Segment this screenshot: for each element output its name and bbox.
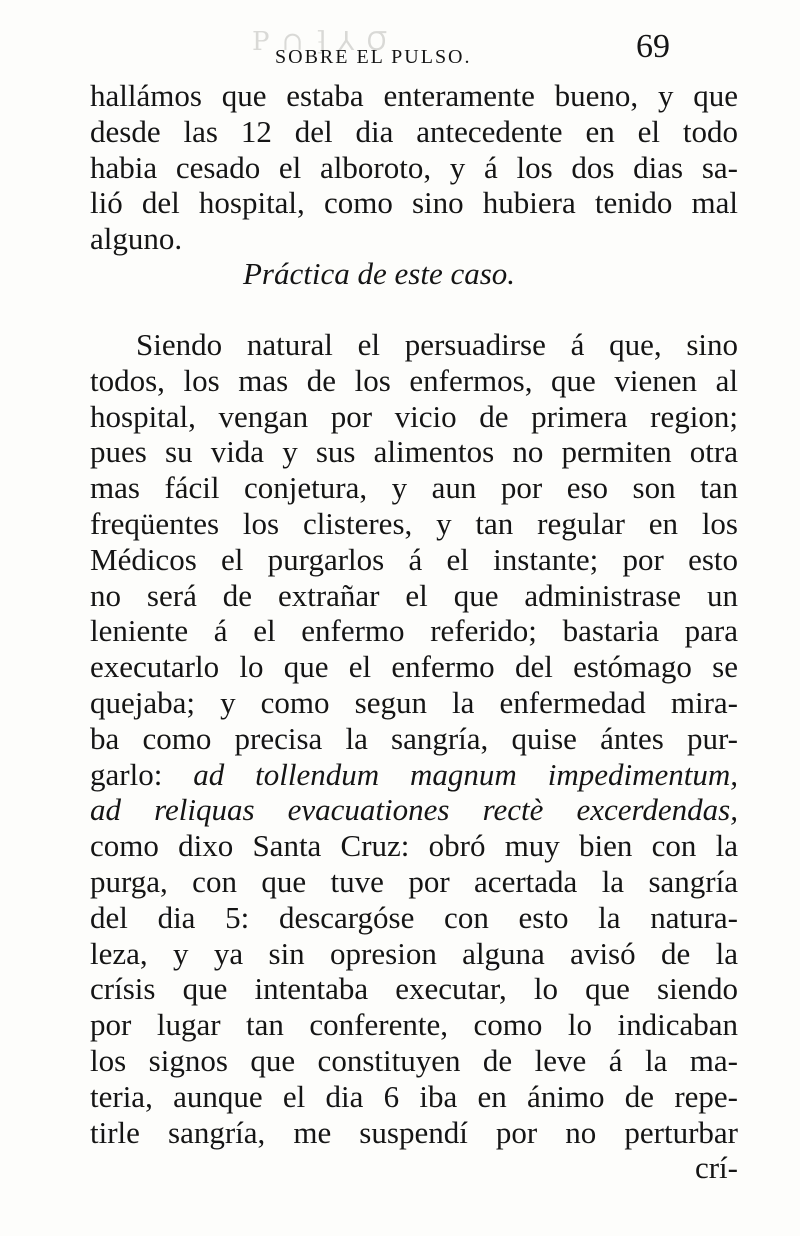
text-line: pues su vida y sus alimentos no permiten otra (90, 434, 738, 470)
text-line: todos, los mas de los enfermos, que vienen al (90, 362, 738, 398)
text-line: leniente á el enfermo referido; bastaria para (90, 613, 738, 649)
running-head: SOBRE EL PULSO. (275, 46, 472, 68)
show-through-text: Ꝺ ⅄ ⁅ ∩ ꟼ (250, 27, 387, 57)
text-line: Siendo natural el persuadirse á que, sino (136, 327, 738, 362)
text-line: los signos que constituyen de leve á la ma- (90, 1042, 738, 1078)
latin-quotation: ad tollendum magnum impedimentum, (193, 756, 739, 792)
text-line: executarlo lo que el enfermo del estómago se (90, 649, 738, 685)
text-line: hospital, vengan por vicio de primera region; (90, 398, 738, 434)
text-line: quejaba; y como segun la enfermedad mira- (90, 684, 738, 720)
text-line: como dixo Santa Cruz: obró muy bien con la (90, 828, 738, 864)
paragraph-1 (90, 78, 738, 257)
text-line: desde las 12 del dia antecedente en el todo (90, 113, 738, 149)
latin-quotation: ad reliquas evacuationes rectè excerdendas, (90, 792, 738, 828)
text-line: del dia 5: descargóse con esto la natura- (90, 899, 738, 935)
text-line-mixed (90, 757, 738, 793)
text-line: freqüentes los clisteres, y tan regular en los (90, 505, 738, 541)
text-line: purga, con que tuve por acertada la sangría (90, 863, 738, 899)
text-segment: garlo: (90, 756, 194, 792)
text-line: leza, y ya sin opresion alguna avisó de la (90, 935, 738, 971)
page-number: 69 (636, 28, 670, 65)
text-line: por lugar tan conferente, como lo indicaban (90, 1007, 738, 1043)
text-line: crísis que intentaba executar, lo que siendo (90, 971, 738, 1007)
text-line: no será de extrañar el que administrase un (90, 577, 738, 613)
text-line-italic (90, 792, 738, 828)
text-line: ba como precisa la sangría, quise ántes pur- (90, 720, 738, 756)
text-line: hallámos que estaba enteramente bueno, y que (90, 78, 738, 113)
text-line: habia cesado el alboroto, y á los dos dias sa- (90, 149, 738, 185)
paragraph-2 (90, 327, 738, 1186)
catchword: crí- (694, 1150, 738, 1186)
text-line: teria, aunque el dia 6 iba en ánimo de repe- (90, 1078, 738, 1114)
text-line: alguno. (90, 221, 183, 257)
text-line: lió del hospital, como sino hubiera tenido mal (90, 185, 738, 221)
section-heading: Práctica de este caso. (243, 256, 516, 291)
text-line: mas fácil conjetura, y aun por eso son tan (90, 470, 738, 506)
text-line: Médicos el purgarlos á el instante; por esto (90, 541, 738, 577)
text-line: tirle sangría, me suspendí por no perturbar (90, 1114, 738, 1150)
